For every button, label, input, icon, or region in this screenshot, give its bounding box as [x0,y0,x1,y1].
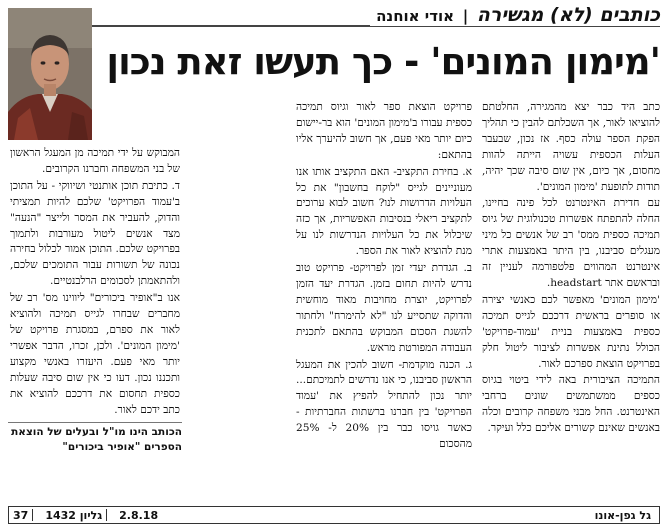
col3-paragraph-1: המבוקש על ידי תמיכה מן המעגל הראשון של בני המשפחה וחברנו הקרובים. [10,147,180,175]
article-column-1 [482,100,660,438]
article-column-2 [296,100,472,454]
article-headline: 'מימון המונים' - כך תעשו זאת נכון [106,40,660,83]
author-name: אודי אוחנה [376,7,455,25]
issue-info [9,509,162,522]
author-portrait-image [8,8,92,140]
column-header [8,4,660,30]
column-kicker [370,4,660,26]
author-photo [8,8,92,140]
col2-paragraph-2: א. בחירת התקציב- האם התקציב אותו אנו מעוניינים לגייס "לוקח בחשבון" את כל העלויות הדרושות לנו? חשוב לבוא ערוכים לתקציב ריאלי בנסיבות האפשריות, אך כזה שיכלול את כל העלויות הנדרשות לנו על מנת להוציא לאור את הספר. [296,165,472,258]
col1-paragraph-1: כתב היד כבר יצא מהמגירה, החלטתם להוציאו לאור, אך השכלתם להבין כי תהליך הפקת הספר עולה כסף. אז נכון, שבעבר העלות הכספית עשויה הייתה להוות מחסום, אך כיום, אין שום סיבה שכך יהיה, תודות לתופעת 'מימון המונים'. [482,101,660,193]
col1-paragraph-3: 'מימון המונים' מאפשר לכם כאנשי יצירה או סופרים בראשית דרככם לגייס תמיכה כספית באמצעות בניית 'עמוד-פרויקט' הכולל נתינת אפשרות לציבור ליטול חלק בפרויקט הוצאת ספרכם לאור. [482,293,660,370]
col3-paragraph-2: ד. כתיבת תוכן אותנטי ושיווקי - על התוכן ב'עמוד הפרויקט' שלכם להיות תמציתי והדוק, להעביר את המסר ולייצר "הנעה" מצד אנשים ליטול מעורבות ולתמוך בפרויקט שלכם. התוכן אמור לכלול בחירה נכונה של תשורות עבור התומכים שלכם, ולהתאמתן לסכומים הרלבנטיים. [10,179,180,288]
footer-divider [106,509,115,521]
page-footer [8,506,660,524]
footer-divider [32,509,41,521]
kicker-separator: | [462,7,469,25]
page-number: 37 [13,508,29,522]
col1-paragraph-2: עם חדירת האינטרנט לכל פינה בחיינו, החלה להתפתח אפשרות טכנולוגית של גיוס תמיכה כספית ממס' רב של אנשים כל מיני מעגלים סביבנו, בין היתר באמצעות אתרי אינטרנט המהווים פלטפורמה לעניין זה ובראשם אתר headstart. [482,197,660,289]
col2-paragraph-4: ג. הכנה מוקדמת- חשוב להכין את המעגל הראשון סביבנו, כי אנו נדרשים לתמיכתם... יותר נכון להתחיל להפיץ את 'עמוד הפרויקט' בין חברנו ברשתות החברתיות - כאשר גויסו כבר בין 20% ל- 25% מהסכום [296,358,472,451]
column-name: כותבים (לא) מגשירה [476,4,660,26]
col2-paragraph-1: פרויקט הוצאת ספר לאור וגיוס תמיכה כספית עבורו ב'מימון המונים' הוא בר-יישום כיום יותר מאי פעם, אך חשוב להיערך אליו בהתאם: [296,101,472,161]
author-bio-note: הכותב הינו מו"ל ובעלים של הוצאת הספרים "אופיר ביכורים" [8,422,182,454]
issue-date: 2.8.18 [119,508,159,522]
col2-paragraph-3: ב. הגדרת יעדי זמן לפרויקט- פרויקט טוב נדרש להיות תחום בזמן. הגדרת יעד הזמן לפרויקט, יוצרת מחויבות מאוד מוחשית והדוקה שתסייע לנו "לא להימרח" ולחתור להשגת הסכום המבוקש בהתאם לתכנית העבודה המפורטת מראש. [296,262,472,354]
article-column-3 [10,146,180,419]
col3-paragraph-3: אנו ב"אופיר ביכורים" ליווינו מס' רב של מחברים שבחרו לגייס תמיכה ולהוציא לאור את ספרם, במסגרת פרויקט של 'מימון המונים'. ולכן, זכרו, הדבר אפשרי יותר מאי פעם. היעזרו באנשי מקצוע ותכננו נכון. דעו כי אין שום סיבה שעלות כספית תחסום את דרככם להוציא את כתב ידכם לאור. [10,292,180,416]
issue-number: גליון 1432 [45,508,103,522]
col1-paragraph-4: התמיכה הציבורית באה לידי ביטוי בגיוס כספים ממשתמשים שונים ברחבי האינטרנט. החל מבני משפחה קרובים וכלה באנשים שאינם קשורים אליכם כלל ועיקר. [482,374,660,435]
newspaper-name: גל גפן-אונו [587,509,659,522]
